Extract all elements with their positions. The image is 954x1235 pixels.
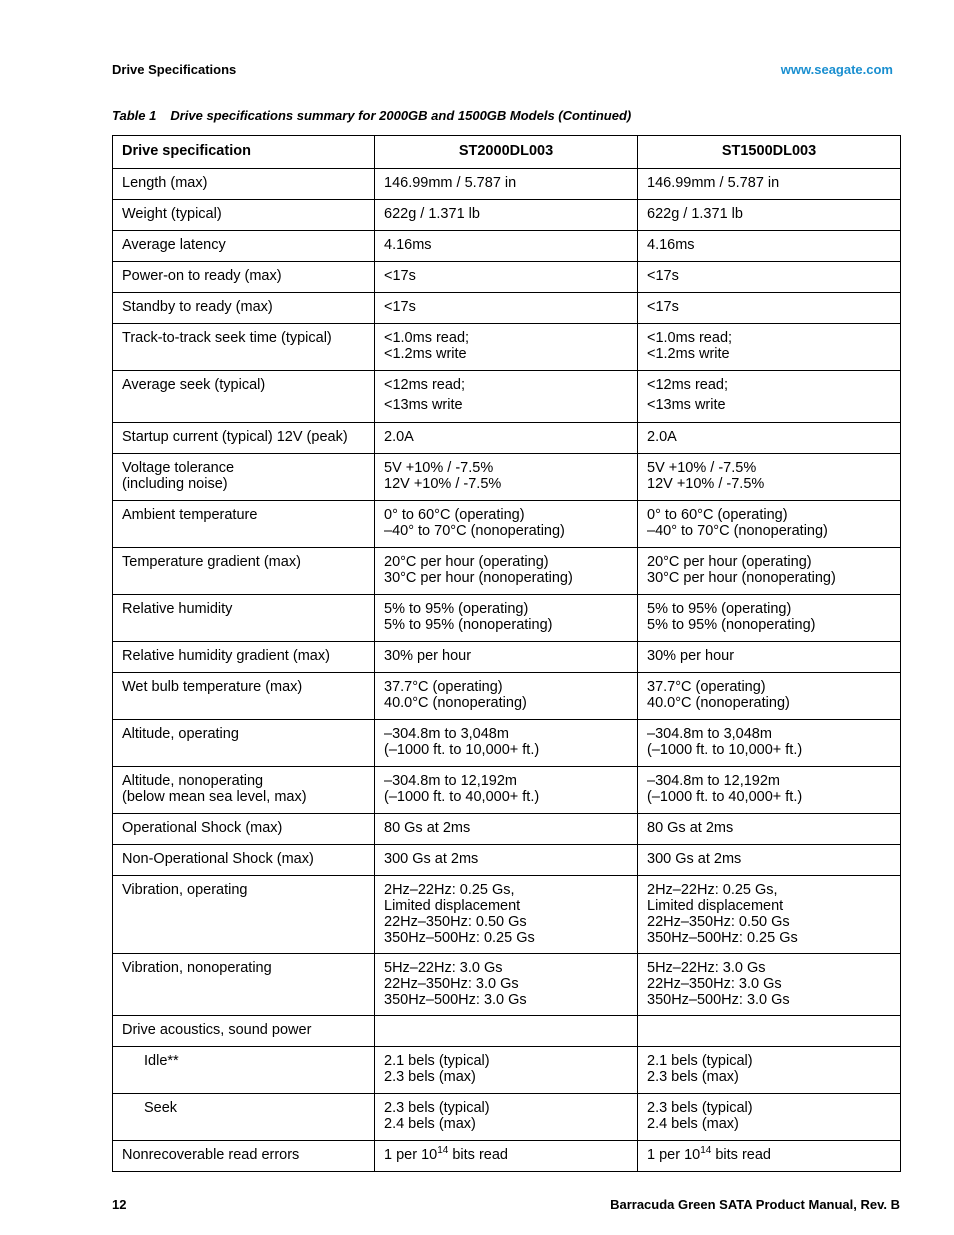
table-row <box>113 262 901 293</box>
cell-text-line: –304.8m to 3,048m <box>384 726 509 742</box>
cell-text-line: Wet bulb temperature (max) <box>122 679 303 695</box>
st1500dl003-value-cell <box>638 423 901 454</box>
st2000dl003-value-cell <box>375 1016 638 1047</box>
drive-spec-table <box>112 135 901 1172</box>
cell-text-line: –304.8m to 12,192m <box>647 773 781 789</box>
spec-name-cell <box>113 324 375 371</box>
cell-text-line: Startup current (typical) 12V (peak) <box>122 429 348 445</box>
table-row <box>113 1141 901 1172</box>
table-row <box>113 814 901 845</box>
table-caption-title: Drive specifications summary for 2000GB and 1500GB Models (Continued) <box>170 108 632 123</box>
st2000dl003-value-cell <box>375 814 638 845</box>
cell-text-line: 2.0A <box>384 429 414 445</box>
table-row <box>113 1016 901 1047</box>
cell-text-line: Operational Shock (max) <box>122 820 283 836</box>
st2000dl003-value-cell <box>375 720 638 767</box>
table-row <box>113 200 901 231</box>
spec-name-cell <box>113 720 375 767</box>
cell-text-line: (–1000 ft. to 10,000+ ft.) <box>647 742 803 758</box>
cell-text-line: 5% to 95% (operating) <box>384 601 529 617</box>
st1500dl003-value-cell <box>638 595 901 642</box>
cell-text-line: 22Hz–350Hz: 0.50 Gs <box>384 914 527 930</box>
cell-text-line: 622g / 1.371 lb <box>384 206 480 222</box>
st1500dl003-value-cell <box>638 642 901 673</box>
st2000dl003-value-cell <box>375 169 638 200</box>
cell-text-line: 40.0°C (nonoperating) <box>647 695 790 711</box>
table-row <box>113 767 901 814</box>
table-row <box>113 231 901 262</box>
cell-text-line: –304.8m to 12,192m <box>384 773 518 789</box>
table-row <box>113 1047 901 1094</box>
spec-name-cell <box>113 954 375 1016</box>
cell-text-line: –304.8m to 3,048m <box>647 726 772 742</box>
cell-text-line: <1.0ms read; <box>647 330 733 346</box>
cell-text-line: <12ms read; <box>384 377 466 393</box>
spec-name-cell <box>113 876 375 954</box>
cell-text-line: 80 Gs at 2ms <box>647 820 734 836</box>
cell-text-line: (including noise) <box>122 476 228 492</box>
cell-text-line: 300 Gs at 2ms <box>647 851 742 867</box>
st2000dl003-value-cell <box>375 231 638 262</box>
table-row <box>113 501 901 548</box>
cell-text-line: Power-on to ready (max) <box>122 268 282 284</box>
cell-text-line: <1.0ms read; <box>384 330 470 346</box>
spec-name-cell <box>113 642 375 673</box>
st2000dl003-value-cell <box>375 1047 638 1094</box>
cell-text-line: (–1000 ft. to 40,000+ ft.) <box>384 789 540 805</box>
cell-text-line: 0° to 60°C (operating) <box>647 507 788 523</box>
st2000dl003-value-cell <box>375 423 638 454</box>
cell-text-line: 5Hz–22Hz: 3.0 Gs <box>384 960 503 976</box>
exponent: 14 <box>700 1145 712 1156</box>
table-row <box>113 595 901 642</box>
table-row <box>113 876 901 954</box>
cell-text-line: 2.4 bels (max) <box>384 1116 476 1132</box>
cell-text-line: Altitude, nonoperating <box>122 773 264 789</box>
cell-text-line: 5V +10% / -7.5% <box>384 460 494 476</box>
spec-name-cell <box>113 1016 375 1047</box>
spec-name-cell <box>113 767 375 814</box>
cell-text-line: Voltage tolerance <box>122 460 235 476</box>
spec-name-cell <box>113 423 375 454</box>
st1500dl003-value-cell <box>638 454 901 501</box>
st1500dl003-value-cell <box>638 262 901 293</box>
st1500dl003-value-cell <box>638 371 901 423</box>
cell-text-line: 22Hz–350Hz: 3.0 Gs <box>384 976 519 992</box>
cell-text-line: –40° to 70°C (nonoperating) <box>647 523 828 539</box>
cell-text-line: 2.3 bels (typical) <box>647 1100 753 1116</box>
cell-text-line: <17s <box>647 299 679 315</box>
table-row <box>113 324 901 371</box>
spec-name-cell <box>113 548 375 595</box>
st2000dl003-value-cell <box>375 876 638 954</box>
st1500dl003-value-cell <box>638 1094 901 1141</box>
spec-name-cell <box>113 814 375 845</box>
cell-text-line: <17s <box>384 299 416 315</box>
cell-text-line: Length (max) <box>122 175 208 191</box>
st1500dl003-value-cell <box>638 548 901 595</box>
cell-text-line: Ambient temperature <box>122 507 258 523</box>
cell-text-line: Average seek (typical) <box>122 377 266 393</box>
spec-name-cell: Nonrecoverable read errors <box>113 1141 375 1172</box>
cell-text-line: 350Hz–500Hz: 0.25 Gs <box>384 930 535 946</box>
st2000dl003-value-cell <box>375 673 638 720</box>
st2000dl003-value-cell: 1 per $10^{14}$ bits read <box>375 1141 638 1172</box>
st1500dl003-value-cell <box>638 324 901 371</box>
cell-text-line: Non-Operational Shock (max) <box>122 851 314 867</box>
table-row <box>113 642 901 673</box>
spec-name-cell <box>113 845 375 876</box>
cell-text-line: 5Hz–22Hz: 3.0 Gs <box>647 960 766 976</box>
cell-text-line: <1.2ms write <box>647 346 730 362</box>
st2000dl003-value-cell <box>375 1094 638 1141</box>
cell-text-line: <12ms read; <box>647 377 729 393</box>
cell-text-line: Limited displacement <box>647 898 784 914</box>
table-row <box>113 845 901 876</box>
st1500dl003-value-cell <box>638 200 901 231</box>
st1500dl003-value-cell <box>638 720 901 767</box>
cell-text-line: 622g / 1.371 lb <box>647 206 743 222</box>
cell-text-line: Seek <box>144 1100 178 1116</box>
st2000dl003-value-cell <box>375 262 638 293</box>
cell-text-line: 30°C per hour (nonoperating) <box>384 570 573 586</box>
cell-text-line: 2.3 bels (typical) <box>384 1100 490 1116</box>
cell-text-line: 350Hz–500Hz: 3.0 Gs <box>647 992 790 1008</box>
cell-text-line: –40° to 70°C (nonoperating) <box>384 523 565 539</box>
table-row <box>113 423 901 454</box>
st2000dl003-value-cell <box>375 501 638 548</box>
cell-text-line: 12V +10% / -7.5% <box>384 476 502 492</box>
spec-name-cell <box>113 169 375 200</box>
st1500dl003-value-cell <box>638 169 901 200</box>
st1500dl003-value-cell <box>638 1047 901 1094</box>
st2000dl003-value-cell <box>375 293 638 324</box>
spec-name-cell <box>113 673 375 720</box>
st2000dl003-value-cell <box>375 595 638 642</box>
table-row <box>113 371 901 423</box>
cell-text-line: 37.7°C (operating) <box>647 679 766 695</box>
st2000dl003-value-cell <box>375 845 638 876</box>
cell-text-line: 2.1 bels (typical) <box>647 1053 753 1069</box>
table-header-row <box>113 136 901 169</box>
spec-name-cell <box>113 371 375 423</box>
cell-text-line: <13ms write <box>647 397 726 413</box>
cell-text-line: <17s <box>384 268 416 284</box>
running-header-section: Drive Specifications <box>112 62 237 77</box>
cell-text-line: Relative humidity <box>122 601 233 617</box>
table-row <box>113 1094 901 1141</box>
exponent: 14 <box>437 1145 449 1156</box>
st1500dl003-value-cell <box>638 673 901 720</box>
st1500dl003-value-cell <box>638 767 901 814</box>
spec-name-cell <box>113 231 375 262</box>
table-caption <box>112 108 631 123</box>
cell-text-line: 2.3 bels (max) <box>647 1069 739 1085</box>
cell-text-line: 2.3 bels (max) <box>384 1069 476 1085</box>
column-header-st2000dl003: ST2000DL003 <box>375 136 638 169</box>
cell-text-line: Vibration, operating <box>122 882 248 898</box>
cell-text-line: Weight (typical) <box>122 206 222 222</box>
table-caption-label: Table 1 <box>112 108 157 123</box>
column-header-st1500dl003: ST1500DL003 <box>638 136 901 169</box>
st1500dl003-value-cell <box>638 954 901 1016</box>
cell-text-line: Temperature gradient (max) <box>122 554 301 570</box>
cell-text-line: Limited displacement <box>384 898 521 914</box>
spec-name-cell <box>113 1047 375 1094</box>
cell-text-line: 5% to 95% (nonoperating) <box>647 617 816 633</box>
cell-text-line: 20°C per hour (operating) <box>384 554 549 570</box>
table-row <box>113 673 901 720</box>
table-row <box>113 954 901 1016</box>
cell-text-line: Altitude, operating <box>122 726 239 742</box>
cell-text-line: 2.1 bels (typical) <box>384 1053 490 1069</box>
cell-text-line: 30% per hour <box>384 648 472 664</box>
cell-text-line: 2Hz–22Hz: 0.25 Gs, <box>647 882 778 898</box>
website-link[interactable]: www.seagate.com <box>780 62 893 77</box>
cell-text-line: (below mean sea level, max) <box>122 789 307 805</box>
cell-text-line: 80 Gs at 2ms <box>384 820 471 836</box>
cell-text-line: (–1000 ft. to 10,000+ ft.) <box>384 742 540 758</box>
st2000dl003-value-cell <box>375 954 638 1016</box>
st2000dl003-value-cell <box>375 642 638 673</box>
st2000dl003-value-cell <box>375 371 638 423</box>
st2000dl003-value-cell <box>375 324 638 371</box>
cell-text-line: 350Hz–500Hz: 0.25 Gs <box>647 930 798 946</box>
cell-text-line: 5% to 95% (operating) <box>647 601 792 617</box>
table-body <box>113 169 901 1172</box>
spec-name-cell <box>113 454 375 501</box>
cell-text-line: 4.16ms <box>384 237 432 253</box>
column-header-spec: Drive specification <box>113 136 375 169</box>
st1500dl003-value-cell: 1 per $10^{14}$ bits read <box>638 1141 901 1172</box>
spec-name-cell <box>113 501 375 548</box>
cell-text-line: 22Hz–350Hz: 0.50 Gs <box>647 914 790 930</box>
cell-text-line: <17s <box>647 268 679 284</box>
cell-text-line: 2.4 bels (max) <box>647 1116 739 1132</box>
table-row <box>113 169 901 200</box>
manual-title: Barracuda Green SATA Product Manual, Rev. B <box>610 1197 900 1212</box>
st1500dl003-value-cell <box>638 501 901 548</box>
spec-name-cell <box>113 1094 375 1141</box>
st2000dl003-value-cell <box>375 767 638 814</box>
spec-name-cell <box>113 293 375 324</box>
cell-text-line: 146.99mm / 5.787 in <box>384 175 517 191</box>
spec-name-cell <box>113 262 375 293</box>
table-row <box>113 720 901 767</box>
st2000dl003-value-cell <box>375 200 638 231</box>
table-row <box>113 548 901 595</box>
st1500dl003-value-cell <box>638 845 901 876</box>
cell-text-line: <13ms write <box>384 397 463 413</box>
cell-text-line: 2Hz–22Hz: 0.25 Gs, <box>384 882 515 898</box>
st1500dl003-value-cell <box>638 293 901 324</box>
spec-name-cell <box>113 595 375 642</box>
cell-text-line: 12V +10% / -7.5% <box>647 476 765 492</box>
cell-text-line: Vibration, nonoperating <box>122 960 272 976</box>
table-row <box>113 293 901 324</box>
cell-text-line: <1.2ms write <box>384 346 467 362</box>
cell-text-line: Idle** <box>144 1053 179 1069</box>
cell-text-line: (–1000 ft. to 40,000+ ft.) <box>647 789 803 805</box>
cell-text-line: 0° to 60°C (operating) <box>384 507 525 523</box>
st1500dl003-value-cell <box>638 876 901 954</box>
page-number: 12 <box>112 1197 127 1212</box>
cell-text-line: 30°C per hour (nonoperating) <box>647 570 836 586</box>
cell-text-line: Relative humidity gradient (max) <box>122 648 330 664</box>
cell-text-line: 37.7°C (operating) <box>384 679 503 695</box>
cell-text-line: Standby to ready (max) <box>122 299 273 315</box>
cell-text-line: 300 Gs at 2ms <box>384 851 479 867</box>
cell-text-line: 30% per hour <box>647 648 735 664</box>
cell-text-line: 5% to 95% (nonoperating) <box>384 617 553 633</box>
table-row <box>113 454 901 501</box>
st1500dl003-value-cell <box>638 814 901 845</box>
cell-text-line: 4.16ms <box>647 237 695 253</box>
cell-text-line: Drive acoustics, sound power <box>122 1022 312 1038</box>
cell-text-line: 22Hz–350Hz: 3.0 Gs <box>647 976 782 992</box>
cell-text-line: 2.0A <box>647 429 677 445</box>
cell-text-line: Average latency <box>122 237 226 253</box>
st2000dl003-value-cell <box>375 548 638 595</box>
cell-text-line: Track-to-track seek time (typical) <box>122 330 332 346</box>
spec-name-cell <box>113 200 375 231</box>
cell-text-line: 20°C per hour (operating) <box>647 554 812 570</box>
cell-text-line: 146.99mm / 5.787 in <box>647 175 780 191</box>
st1500dl003-value-cell <box>638 231 901 262</box>
cell-text-line: 40.0°C (nonoperating) <box>384 695 527 711</box>
st2000dl003-value-cell <box>375 454 638 501</box>
cell-text-line: 5V +10% / -7.5% <box>647 460 757 476</box>
cell-text-line: 350Hz–500Hz: 3.0 Gs <box>384 992 527 1008</box>
st1500dl003-value-cell <box>638 1016 901 1047</box>
